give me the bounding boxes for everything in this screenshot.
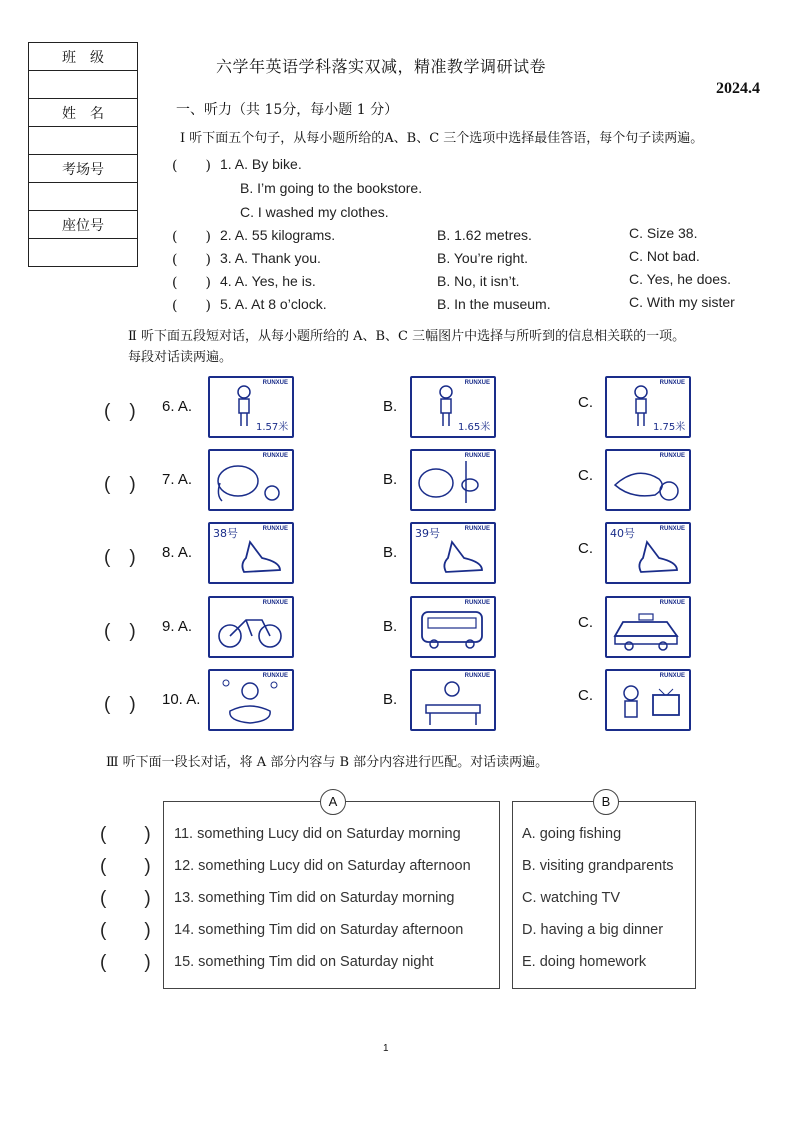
bicycle-icon <box>210 598 292 656</box>
q9-option-c-picture <box>605 596 691 658</box>
q8-option-b-label: B. <box>383 544 398 561</box>
q3-option-a: 3. A. Thank you. <box>220 250 321 266</box>
match-b-item-b: B. visiting grandparents <box>522 858 674 874</box>
match-a-item-13: 13. something Tim did on Saturday morning <box>174 890 455 906</box>
part-i-instruction: Ⅰ 听下面五个句子，从每小题所给的A、B、C 三个选项中选择最佳答语，每个句子读两遍。 <box>180 131 704 146</box>
answer-paren-6[interactable]: ( ) <box>104 401 136 422</box>
match-b-item-c: C. watching TV <box>522 890 621 906</box>
q9-option-b-label: B. <box>383 618 398 635</box>
answer-paren-12[interactable]: ( ) <box>100 856 151 877</box>
brand-mark: RUNXUE <box>464 526 490 532</box>
exam-date: 2024.4 <box>716 80 760 97</box>
elephant-giraffe-icon <box>412 451 494 509</box>
picture-caption: 1.65米 <box>458 422 491 433</box>
match-b-item-a: A. going fishing <box>522 826 622 842</box>
class-label: 班 级 <box>29 43 138 71</box>
q10-option-a-label: 10. A. <box>162 691 201 708</box>
class-field[interactable] <box>29 71 138 99</box>
q3-option-b: B. You’re right. <box>437 250 529 266</box>
match-a-item-15: 15. something Tim did on Saturday night <box>174 954 434 970</box>
q9-option-c-label: C. <box>578 614 593 631</box>
q7-option-c-label: C. <box>578 467 593 484</box>
answer-paren[interactable]: ( ) <box>172 298 211 314</box>
match-a-item-14: 14. something Tim did on Saturday afternoon <box>174 922 464 938</box>
q10-option-b-picture <box>410 669 496 731</box>
q10-option-c-label: C. <box>578 687 593 704</box>
match-b-item-d: D. having a big dinner <box>522 922 664 938</box>
matching-box-b <box>512 794 696 989</box>
answer-paren-13[interactable]: ( ) <box>100 888 151 909</box>
q8-option-c-picture <box>605 522 691 584</box>
picture-caption: 39号 <box>415 527 440 540</box>
brand-mark: RUNXUE <box>659 526 685 532</box>
answer-paren[interactable]: ( ) <box>172 229 211 245</box>
bus-icon <box>412 598 494 656</box>
brand-mark: RUNXUE <box>659 600 685 606</box>
answer-paren[interactable]: ( ) <box>172 275 211 291</box>
exam-room-field[interactable] <box>29 183 138 211</box>
q9-option-a-label: 9. A. <box>162 618 193 635</box>
answer-paren[interactable]: ( ) <box>172 158 211 174</box>
q5-option-a: 5. A. At 8 o’clock. <box>220 296 327 312</box>
brand-mark: RUNXUE <box>262 673 288 679</box>
answer-paren-9[interactable]: ( ) <box>104 621 136 642</box>
brand-mark: RUNXUE <box>659 673 685 679</box>
student-info-table <box>28 42 138 267</box>
answer-paren-11[interactable]: ( ) <box>100 824 151 845</box>
q7-option-b-label: B. <box>383 471 398 488</box>
matching-box-a <box>163 794 500 989</box>
brand-mark: RUNXUE <box>262 453 288 459</box>
q2-option-c: C. Size 38. <box>629 225 698 241</box>
q6-option-a-picture <box>208 376 294 438</box>
brand-mark: RUNXUE <box>464 453 490 459</box>
q10-option-c-picture <box>605 669 691 731</box>
match-b-item-e: E. doing homework <box>522 954 647 970</box>
q10-option-b-label: B. <box>383 691 398 708</box>
picture-caption: 1.75米 <box>653 422 686 433</box>
brand-mark: RUNXUE <box>262 600 288 606</box>
answer-paren[interactable]: ( ) <box>172 252 211 268</box>
q1-option-c: C. I washed my clothes. <box>240 204 389 220</box>
q4-option-b: B. No, it isn’t. <box>437 273 520 289</box>
q1-option-a: 1. A. By bike. <box>220 156 302 172</box>
part-ii-instruction: Ⅱ 听下面五段短对话，从每小题所给的 A、B、C 三幅图片中选择与所听到的信息相关联的一项。 每段对话读两遍。 <box>128 329 686 365</box>
taxi-icon <box>607 598 689 656</box>
brand-mark: RUNXUE <box>464 600 490 606</box>
page-title: 六学年英语学科落实双减，精准教学调研试卷 <box>216 57 547 76</box>
q8-option-a-label: 8. A. <box>162 544 193 561</box>
picture-caption: 1.57米 <box>256 422 289 433</box>
answer-paren-7[interactable]: ( ) <box>104 474 136 495</box>
q4-option-c: C. Yes, he does. <box>629 271 731 287</box>
q9-option-b-picture <box>410 596 496 658</box>
q6-option-c-label: C. <box>578 394 593 411</box>
picture-caption: 40号 <box>610 527 635 540</box>
exam-room-label: 考场号 <box>29 155 138 183</box>
girl-desk-icon <box>412 671 494 729</box>
q4-option-a: 4. A. Yes, he is. <box>220 273 316 289</box>
brand-mark: RUNXUE <box>464 380 490 386</box>
section-heading: 一、听力（共 15分，每小题 1 分） <box>176 102 399 118</box>
q3-option-c: C. Not bad. <box>629 248 700 264</box>
q10-option-a-picture <box>208 669 294 731</box>
q5-option-b: B. In the museum. <box>437 296 551 312</box>
q1-option-b: B. I’m going to the bookstore. <box>240 180 423 196</box>
q8-option-b-picture <box>410 522 496 584</box>
q7-option-a-label: 7. A. <box>162 471 193 488</box>
answer-paren-8[interactable]: ( ) <box>104 547 136 568</box>
seat-number-label: 座位号 <box>29 211 138 239</box>
q7-option-c-picture <box>605 449 691 511</box>
q6-option-a-label: 6. A. <box>162 398 193 415</box>
q6-option-b-label: B. <box>383 398 398 415</box>
brand-mark: RUNXUE <box>659 380 685 386</box>
brand-mark: RUNXUE <box>262 526 288 532</box>
name-field[interactable] <box>29 127 138 155</box>
box-a-label: A <box>320 789 346 815</box>
q7-option-a-picture <box>208 449 294 511</box>
q7-option-b-picture <box>410 449 496 511</box>
brand-mark: RUNXUE <box>464 673 490 679</box>
q6-option-b-picture <box>410 376 496 438</box>
name-label: 姓 名 <box>29 99 138 127</box>
part-iii-instruction: Ⅲ 听下面一段长对话，将 A 部分内容与 B 部分内容进行匹配。对话读两遍。 <box>106 755 549 770</box>
tiger-lion-icon <box>607 451 689 509</box>
match-a-item-12: 12. something Lucy did on Saturday afternoon <box>174 858 471 874</box>
brand-mark: RUNXUE <box>659 453 685 459</box>
girl-washing-icon <box>210 671 292 729</box>
answer-paren-10[interactable]: ( ) <box>104 694 136 715</box>
elephant-dog-icon <box>210 451 292 509</box>
q8-option-c-label: C. <box>578 540 593 557</box>
box-b-label: B <box>593 789 619 815</box>
q2-option-a: 2. A. 55 kilograms. <box>220 227 336 243</box>
q9-option-a-picture <box>208 596 294 658</box>
q8-option-a-picture <box>208 522 294 584</box>
seat-number-field[interactable] <box>29 239 138 267</box>
q5-option-c: C. With my sister <box>629 294 735 310</box>
picture-caption: 38号 <box>213 527 238 540</box>
q6-option-c-picture <box>605 376 691 438</box>
q2-option-b: B. 1.62 metres. <box>437 227 532 243</box>
answer-paren-15[interactable]: ( ) <box>100 952 151 973</box>
answer-paren-14[interactable]: ( ) <box>100 920 151 941</box>
page-number: 1 <box>383 1043 389 1054</box>
brand-mark: RUNXUE <box>262 380 288 386</box>
match-a-item-11: 11. something Lucy did on Saturday morning <box>174 826 461 842</box>
girl-tv-icon <box>607 671 689 729</box>
